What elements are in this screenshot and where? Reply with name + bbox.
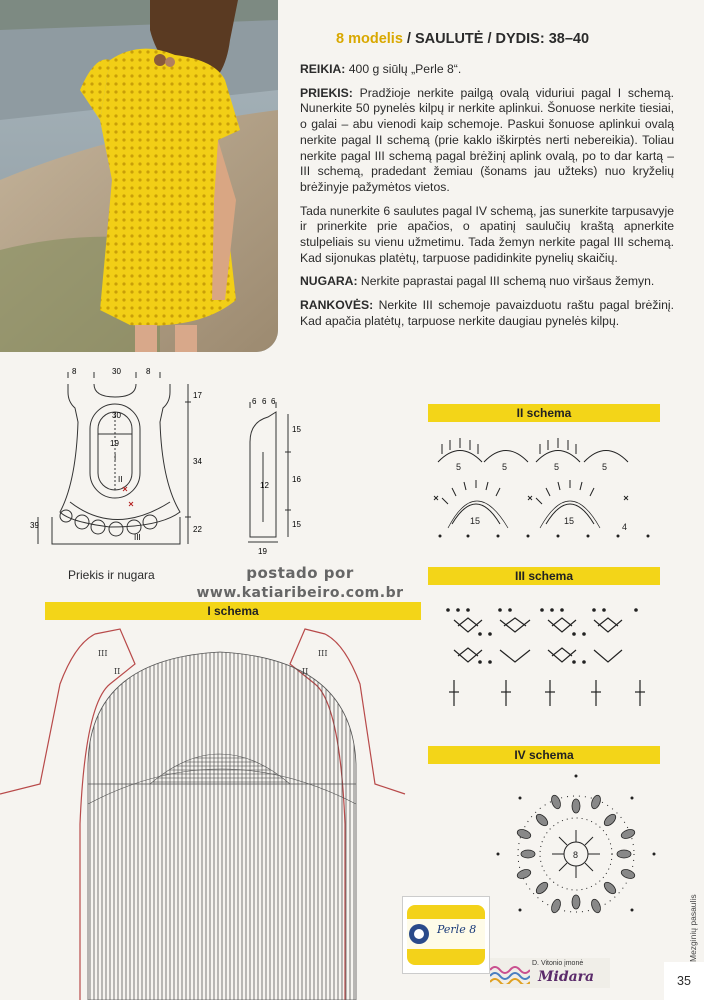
logo-maker: D. Vitonio įmonė — [532, 960, 584, 967]
s4-center: 8 — [573, 850, 579, 860]
inner-I: I — [114, 453, 117, 462]
section-label: REIKIA: — [300, 62, 346, 76]
schema-4-label: IV schema — [514, 748, 574, 762]
s2-num-5: 15 — [470, 516, 481, 526]
dim-top-mid: 30 — [112, 367, 121, 376]
section-text: Nerkite paprastai pagal III schemą nuo viršaus žemyn. — [357, 274, 655, 289]
diagram-caption: Priekis ir nugara — [68, 568, 155, 582]
dim-left: 39 — [30, 521, 39, 530]
s2-num-6: 15 — [564, 516, 575, 526]
schema-4-chart — [490, 768, 660, 928]
yarn-brand: Perle 8 — [437, 923, 477, 936]
schema-1-band — [45, 602, 421, 620]
photo-illustration — [0, 0, 278, 352]
inner-II: II — [118, 475, 123, 484]
chart-mark-right: III — [318, 649, 328, 658]
section-front-cont — [300, 204, 674, 267]
dim-right-3: 22 — [193, 525, 202, 534]
chart-mark-left2: II — [114, 667, 121, 676]
section-label: PRIEKIS: — [300, 85, 353, 100]
inner-19: 19 — [110, 439, 119, 448]
sleeve-dim-3: 6 — [271, 397, 276, 406]
yarn-product — [402, 896, 490, 974]
model-number: 8 modelis — [336, 31, 403, 47]
magazine-name: Mezginių pasaulis — [688, 894, 698, 962]
inner-III: III — [134, 533, 141, 542]
title-rest: / SAULUTĖ / DYDIS: 38–40 — [402, 31, 590, 47]
pattern-title — [336, 31, 589, 47]
model-photo — [0, 0, 278, 352]
schema-2-chart — [428, 424, 660, 544]
sleeve-bottom: 19 — [258, 547, 267, 556]
section-label: NUGARA: — [300, 274, 358, 289]
sleeve-diagram — [238, 392, 318, 562]
section-materials — [300, 62, 674, 78]
section-text: Pradžioje nerkite pailgą ovalą viduriui pagal I schemą. Nunerkite 50 pynelės kilpų ir nerkite aplinkui. Šonuose nerkite tiesiai, o galai – abu vienodi kaip schemoje. Paskui šonuose aplinkui ovalą nerkite pagal II schemą (prie kaklo iškirptės nerti nebereikia). Toliau nerkite pagal III schemą pagal brėžinį aplink ovalą, po to dar kartą – III schemą, pradedant žemiau (šonams jau užteks) nuo kryželių brėžinyje pažymėtos vietos. — [300, 85, 674, 194]
schema-3-band — [428, 567, 660, 585]
dim-right-1: 17 — [193, 391, 202, 400]
schema-2-band — [428, 404, 660, 422]
sleeve-dim-r3: 15 — [292, 520, 301, 529]
s2-num-1: 5 — [456, 462, 462, 472]
chart-mark-left: III — [98, 649, 108, 658]
section-front — [300, 86, 674, 196]
logo-name: Midara — [538, 969, 595, 985]
watermark-line2: www.katiaribeiro.com.br — [196, 585, 404, 601]
front-back-diagram — [30, 362, 220, 562]
section-label: RANKOVĖS: — [300, 298, 374, 313]
watermark-line1: postado por — [246, 564, 354, 582]
schema-1-label: I schema — [207, 604, 259, 618]
section-text: 400 g siūlų „Perle 8“. — [345, 62, 462, 76]
s2-num-4: 5 — [602, 462, 608, 472]
inner-30: 30 — [112, 411, 121, 420]
dim-top-left: 8 — [72, 367, 77, 376]
schema-3-label: III schema — [514, 569, 574, 583]
page-number: 35 — [664, 962, 704, 1000]
instructions — [300, 62, 674, 338]
sleeve-dim-1: 6 — [252, 397, 257, 406]
sleeve-dim-r2: 16 — [292, 475, 301, 484]
sleeve-inner: 12 — [260, 481, 269, 490]
wave-icon — [490, 964, 530, 984]
schema-4-band — [428, 746, 660, 764]
section-sleeves — [300, 298, 674, 329]
chart-mark-right2: II — [302, 667, 309, 676]
dim-top-right: 8 — [146, 367, 151, 376]
schema-3-chart — [440, 598, 652, 718]
schema-2-label: II schema — [516, 406, 572, 420]
s2-num-3: 5 — [554, 462, 560, 472]
section-text: Tada nunerkite 6 saulutes pagal IV schemą, jas sunerkite tarpusavyje ir prinerkite prie apačios, o apatinį saulučių kraštą apnerkite stulpeliais su vienu užmetimu. Tada žemyn nerkite pagal III schemą. Kad sijonukas platėtų, tarpuose padidinkite pynelių skaičių. — [300, 203, 674, 265]
sleeve-dim-r1: 15 — [292, 425, 301, 434]
s2-num-2: 5 — [502, 462, 508, 472]
s2-num-7: 4 — [622, 522, 628, 532]
midara-logo — [490, 958, 610, 988]
section-back — [300, 274, 674, 290]
sleeve-dim-2: 6 — [262, 397, 267, 406]
schema-1-chart — [0, 624, 420, 1000]
dim-right-2: 34 — [193, 457, 202, 466]
section-text: Nerkite III schemoje pavaizduotu raštu pagal brėžinį. Kad apačia platėtų, tarpuose nerkite daugiau pynelės kilpų. — [300, 298, 674, 328]
